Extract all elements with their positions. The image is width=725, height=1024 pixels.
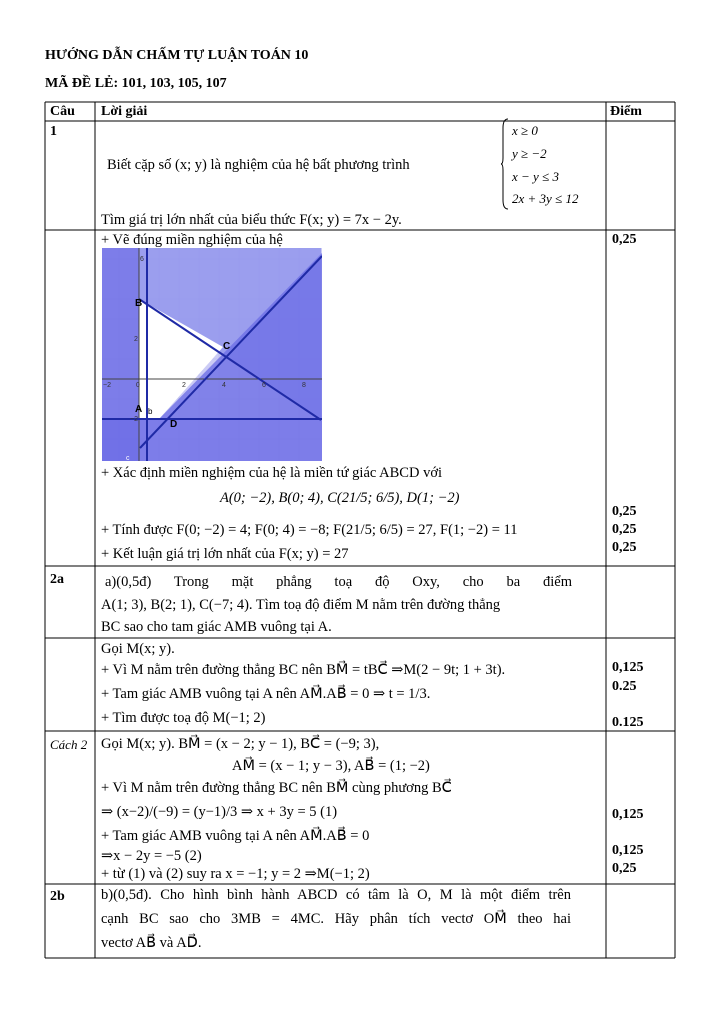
- point-label-B: B: [135, 298, 143, 309]
- feasible-region-graph: [102, 248, 322, 461]
- method-2-line3: + Vì M nằm trên đường thẳng BC nên BM⃗ cùng phương BC⃗: [101, 780, 452, 796]
- x-tick: 0: [136, 382, 140, 389]
- method-2-line2: AM⃗ = (x − 1; y − 3), AB⃗ = (1; −2): [232, 758, 430, 774]
- question-1-label: 1: [50, 124, 57, 139]
- point-label-b: b: [148, 407, 153, 416]
- question-2b-line1: b)(0,5đ). Cho hình bình hành ABCD có tâm là O, M là một điểm trên: [101, 887, 571, 903]
- question-1-task: Tìm giá trị lớn nhất của biểu thức F(x; y) = 7x − 2y.: [101, 212, 402, 228]
- score-step-identify: 0,25: [612, 504, 637, 519]
- question-2b-line3: vectơ AB⃗ và AD⃗.: [101, 935, 202, 951]
- score-method-2-step2: 0,125: [612, 843, 644, 858]
- method-2-line5: + Tam giác AMB vuông tại A nên AM⃗.AB⃗ = 0: [101, 828, 370, 844]
- score-method-2-step1: 0,125: [612, 807, 644, 822]
- point-label-D: D: [170, 419, 178, 430]
- point-label-A: A: [135, 404, 143, 415]
- point-label-C: C: [223, 341, 231, 352]
- question-2a-prompt-line1: a)(0,5đ) Trong mặt phẳng toạ độ Oxy, cho ba điểm: [105, 574, 572, 590]
- question-2a-prompt-line2: A(1; 3), B(2; 1), C(−7; 4). Tìm toạ độ điểm M nằm trên đường thẳng: [101, 597, 501, 613]
- system-brace: [501, 118, 509, 210]
- method-2-line1: Gọi M(x; y). BM⃗ = (x − 2; y − 1), BC⃗ = (−9; 3),: [101, 736, 380, 752]
- method-2-line7: + từ (1) và (2) suy ra x = −1; y = 2 ⇒M(−1; 2): [101, 866, 370, 882]
- column-header-question: Câu: [50, 104, 75, 119]
- vertices-coordinates: A(0; −2), B(0; 4), C(21/5; 6/5), D(1; −2): [220, 490, 460, 506]
- method-2-line4: ⇒ (x−2)/(−9) = (y−1)/3 ⇒ x + 3y = 5 (1): [101, 804, 338, 820]
- question-2b-label: 2b: [50, 889, 65, 904]
- question-1-intro: Biết cặp số (x; y) là nghiệm của hệ bất phương trình: [107, 157, 410, 173]
- column-header-score: Điểm: [610, 104, 642, 119]
- x-tick: 6: [262, 382, 266, 389]
- question-2b-line2: cạnh BC sao cho 3MB = 4MC. Hãy phân tích vectơ OM⃗ theo hai: [101, 911, 571, 927]
- point-label-c: c: [126, 455, 130, 461]
- x-tick: 8: [302, 382, 306, 389]
- column-header-solution: Lời giải: [101, 104, 148, 119]
- solution-2a-step3: + Tam giác AMB vuông tại A nên AM⃗.AB⃗ = 0 ⇒ t = 1/3.: [101, 686, 431, 702]
- x-tick: −2: [103, 382, 111, 389]
- x-tick: 2: [182, 382, 186, 389]
- score-2a-step4: 0.125: [612, 715, 644, 730]
- x-tick: 4: [222, 382, 226, 389]
- step-identify-region: + Xác định miền nghiệm của hệ là miền tứ giác ABCD với: [101, 465, 443, 481]
- exam-code-subtitle: MÃ ĐỀ LẺ: 101, 103, 105, 107: [45, 76, 227, 91]
- score-step-conclusion: 0,25: [612, 540, 637, 555]
- method-2-line6: ⇒x − 2y = −5 (2): [101, 848, 202, 864]
- method-2-label: Cách 2: [50, 737, 88, 752]
- inequality-1: x ≥ 0: [512, 123, 538, 138]
- step-evaluate-F: + Tính được F(0; −2) = 4; F(0; 4) = −8; F(21/5; 6/5) = 27, F(1; −2) = 11: [101, 522, 518, 538]
- inequality-3: x − y ≤ 3: [512, 169, 559, 184]
- score-2a-step2: 0,125: [612, 660, 644, 675]
- y-tick: 6: [140, 256, 144, 263]
- question-2a-prompt-line3: BC sao cho tam giác AMB vuông tại A.: [101, 619, 332, 635]
- score-step-evaluate: 0,25: [612, 522, 637, 537]
- question-2a-label: 2a: [50, 572, 64, 587]
- solution-2a-step2: + Vì M nằm trên đường thẳng BC nên BM⃗ = tBC⃗ ⇒M(2 − 9t; 1 + 3t).: [101, 662, 506, 678]
- solution-2a-step1: Gọi M(x; y).: [101, 641, 175, 657]
- score-2a-step3: 0.25: [612, 679, 637, 694]
- solution-2a-step4: + Tìm được toạ độ M(−1; 2): [101, 710, 266, 726]
- step-conclusion: + Kết luận giá trị lớn nhất của F(x; y) = 27: [101, 546, 349, 562]
- inequality-2: y ≥ −2: [512, 146, 547, 161]
- y-tick: 2: [134, 336, 138, 343]
- score-method-2-step3: 0,25: [612, 861, 637, 876]
- excluded-region-y-below: [102, 419, 322, 461]
- document-title: HƯỚNG DẪN CHẤM TỰ LUẬN TOÁN 10: [45, 48, 309, 63]
- score-step-draw: 0,25: [612, 232, 637, 247]
- step-draw-region: + Vẽ đúng miền nghiệm của hệ: [101, 232, 283, 248]
- y-tick: −2: [130, 416, 138, 423]
- inequality-4: 2x + 3y ≤ 12: [512, 191, 579, 206]
